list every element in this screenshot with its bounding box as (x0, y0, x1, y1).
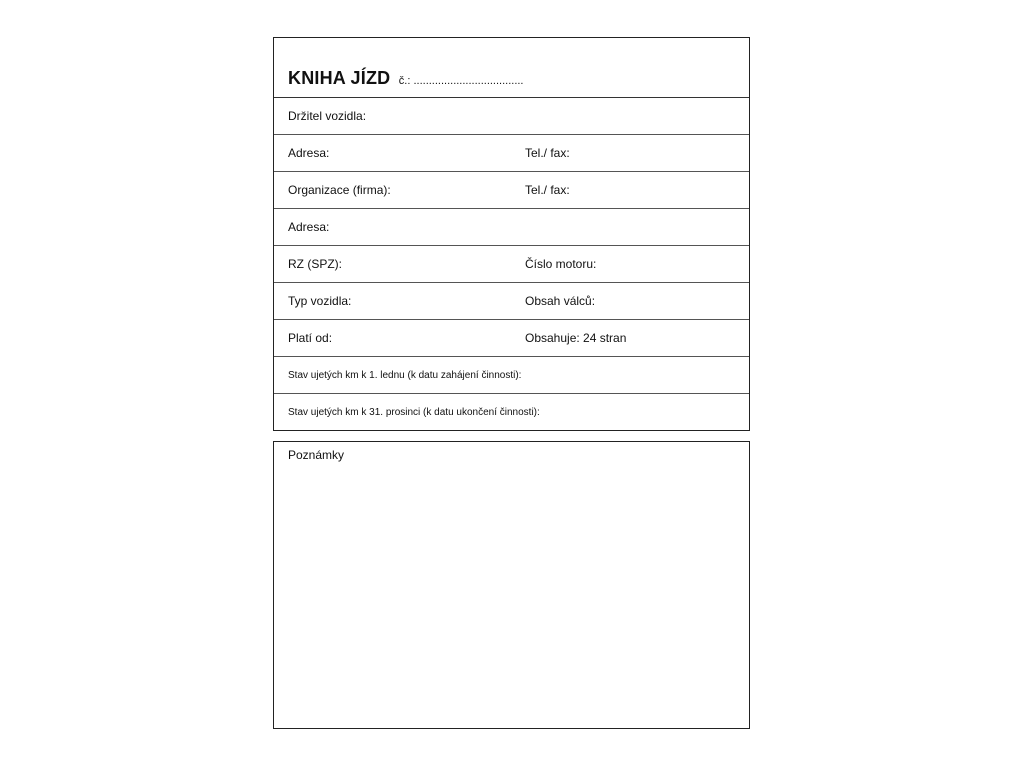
row-valid-from-pages (274, 320, 749, 357)
row-vehicle-type-displacement (274, 283, 749, 320)
vehicle-holder-label[interactable]: Držitel vozidla: (288, 109, 367, 123)
mileage-end-label[interactable]: Stav ujetých km k 31. prosinci (k datu ukončení činnosti): (288, 407, 540, 418)
displacement-label[interactable]: Obsah válců: (525, 294, 596, 308)
vehicle-info-form (273, 37, 750, 431)
form-title: KNIHA JÍZD (288, 68, 391, 88)
row-organization-phone (274, 172, 749, 209)
address-label[interactable]: Adresa: (288, 146, 330, 160)
row-mileage-start (274, 357, 749, 394)
page-count-label: Obsahuje: 24 stran (525, 331, 627, 345)
registration-plate-label[interactable]: RZ (SPZ): (288, 257, 342, 271)
mileage-start-label[interactable]: Stav ujetých km k 1. lednu (k datu zahájení činnosti): (288, 369, 522, 381)
form-number-field[interactable]: č.: .................................... (398, 75, 524, 87)
title-row (274, 38, 749, 98)
organization-address-label[interactable]: Adresa: (288, 220, 330, 234)
organization-phone-fax-label[interactable]: Tel./ fax: (525, 183, 570, 197)
row-address-phone (274, 135, 749, 172)
vehicle-type-label[interactable]: Typ vozidla: (288, 294, 352, 308)
row-vehicle-holder (274, 98, 749, 135)
title-wrap (288, 68, 524, 89)
row-mileage-end (274, 394, 749, 431)
engine-number-label[interactable]: Číslo motoru: (525, 257, 597, 271)
notes-box[interactable] (273, 441, 750, 729)
phone-fax-label[interactable]: Tel./ fax: (525, 146, 570, 160)
organization-label[interactable]: Organizace (firma): (288, 183, 391, 197)
row-registration-engine (274, 246, 749, 283)
row-organization-address (274, 209, 749, 246)
notes-label: Poznámky (288, 448, 345, 462)
valid-from-label[interactable]: Platí od: (288, 331, 333, 345)
